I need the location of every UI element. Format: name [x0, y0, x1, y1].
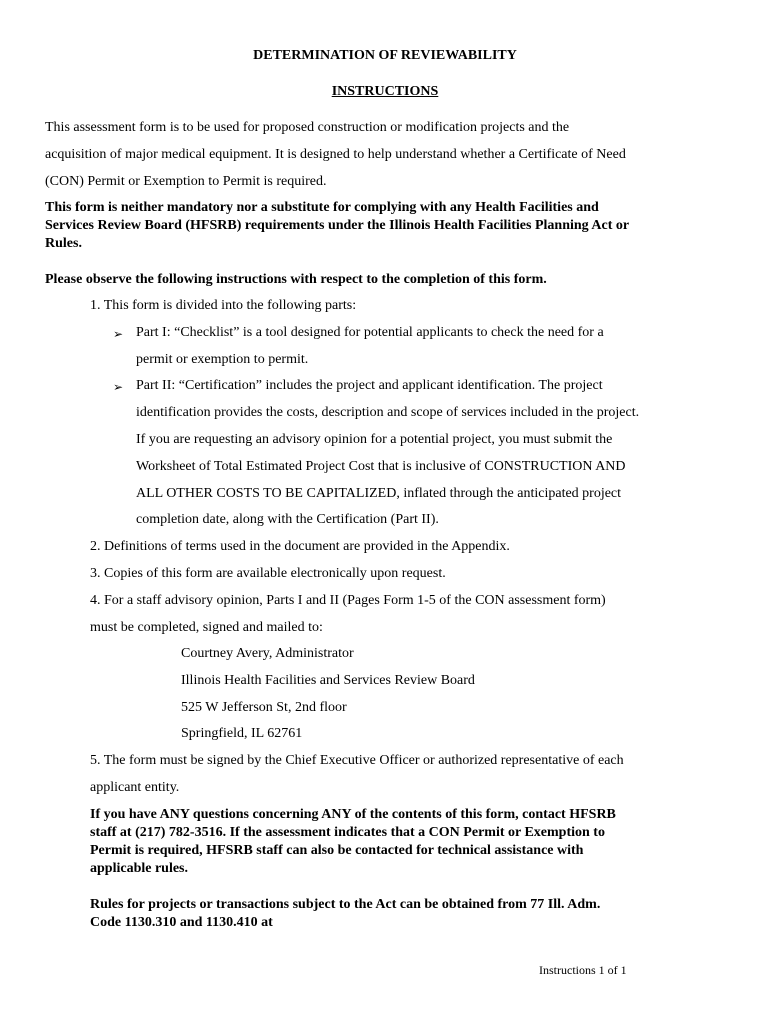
part2-line-2: identification provides the costs, description and scope of services included in the project.	[136, 405, 640, 420]
item-1: 1. This form is divided into the following parts:	[90, 298, 357, 313]
address-city: Springfield, IL 62761	[181, 726, 303, 741]
item-5-line-1: 5. The form must be signed by the Chief Executive Officer or authorized representative of each	[90, 753, 624, 768]
part2-line-5: ALL OTHER COSTS TO BE CAPITALIZED, inflated through the anticipated project	[136, 486, 622, 501]
part2-line-6: completion date, along with the Certification (Part II).	[136, 512, 439, 527]
observe-instructions: Please observe the following instructions with respect to the completion of this form.	[45, 272, 547, 287]
part1-line-1: Part I: “Checklist” is a tool designed for potential applicants to check the need for a	[136, 325, 604, 340]
item-3: 3. Copies of this form are available electronically upon request.	[90, 566, 446, 581]
rules-line-1: Rules for projects or transactions subject to the Act can be obtained from 77 Ill. Adm.	[90, 897, 601, 912]
questions-line-1: If you have ANY questions concerning ANY of the contents of this form, contact HFSRB	[90, 807, 616, 822]
item-5-line-2: applicant entity.	[90, 780, 180, 795]
intro-line-1: This assessment form is to be used for proposed construction or modification projects and the	[45, 120, 570, 135]
arrow-bullet-icon: ➢	[113, 327, 124, 341]
intro-line-2: acquisition of major medical equipment. It is designed to help understand whether a Certificate of Need	[45, 147, 626, 162]
part1-line-2: permit or exemption to permit.	[136, 352, 309, 367]
arrow-bullet-icon: ➢	[113, 380, 124, 394]
rules-line-2: Code 1130.310 and 1130.410 at	[90, 915, 273, 930]
part2-line-4: Worksheet of Total Estimated Project Cost that is inclusive of CONSTRUCTION AND	[136, 459, 626, 474]
address-name: Courtney Avery, Administrator	[181, 646, 354, 661]
notice-line-1: This form is neither mandatory nor a substitute for complying with any Health Facilities and	[45, 200, 599, 215]
intro-line-3: (CON) Permit or Exemption to Permit is required.	[45, 174, 327, 189]
item-2: 2. Definitions of terms used in the document are provided in the Appendix.	[90, 539, 510, 554]
address-org: Illinois Health Facilities and Services Review Board	[181, 673, 475, 688]
questions-line-2: staff at (217) 782-3516. If the assessment indicates that a CON Permit or Exemption to	[90, 825, 605, 840]
part2-line-1: Part II: “Certification” includes the project and applicant identification. The project	[136, 378, 603, 393]
part2-line-3: If you are requesting an advisory opinion for a potential project, you must submit the	[136, 432, 613, 447]
item-4-line-1: 4. For a staff advisory opinion, Parts I and II (Pages Form 1-5 of the CON assessment form)	[90, 593, 606, 608]
questions-line-4: applicable rules.	[90, 861, 189, 876]
address-street: 525 W Jefferson St, 2nd floor	[181, 700, 347, 715]
notice-line-3: Rules.	[45, 236, 82, 251]
item-4-line-2: must be completed, signed and mailed to:	[90, 620, 323, 635]
page-footer: Instructions 1 of 1	[539, 963, 627, 977]
instructions-heading: INSTRUCTIONS	[331, 84, 439, 99]
document-title: DETERMINATION OF REVIEWABILITY	[253, 48, 517, 63]
questions-line-3: Permit is required, HFSRB staff can also be contacted for technical assistance with	[90, 843, 584, 858]
notice-line-2: Services Review Board (HFSRB) requirements under the Illinois Health Facilities Planning Act or	[45, 218, 630, 233]
